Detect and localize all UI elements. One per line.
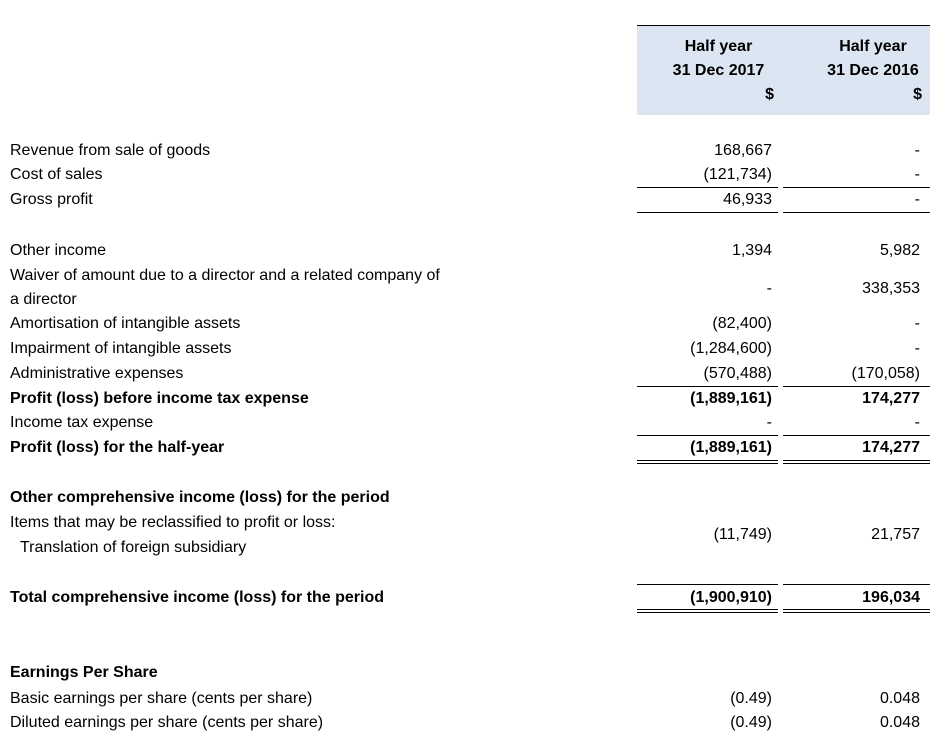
row-label-admin-expenses: Administrative expenses — [10, 365, 184, 382]
underline-admin-2017 — [637, 386, 778, 387]
column-header-2016-line2: 31 Dec 2016 — [827, 62, 919, 79]
section-heading-eps: Earnings Per Share — [10, 664, 158, 681]
row-value-diluted-eps-2016: 0.048 — [879, 714, 920, 731]
row-label-oci-items: Items that may be reclassified to profit or loss: — [10, 514, 336, 531]
row-label-cost-of-sales: Cost of sales — [10, 166, 103, 183]
double-underline-profit-bottom-2016 — [783, 463, 930, 464]
section-heading-oci: Other comprehensive income (loss) for the period — [10, 489, 390, 506]
row-value-revenue-2017: 168,667 — [714, 142, 772, 159]
row-value-translation-2017: (11,749) — [713, 526, 772, 543]
row-label-other-income: Other income — [10, 242, 107, 259]
row-value-other-income-2017: 1,394 — [731, 242, 772, 259]
double-underline-total-bottom-2016 — [783, 612, 930, 613]
underline-translation-2016 — [783, 584, 930, 585]
row-value-basic-eps-2016: 0.048 — [879, 690, 920, 707]
underline-cost-of-sales-2016 — [783, 187, 930, 188]
row-value-gross-profit-2017: 46,933 — [723, 191, 772, 208]
row-value-admin-expenses-2017: (570,488) — [703, 365, 772, 382]
row-value-total-comprehensive-2016: 196,034 — [862, 589, 920, 606]
row-label-income-tax: Income tax expense — [10, 414, 154, 431]
underline-income-tax-2016 — [783, 435, 930, 436]
row-value-impairment-2017: (1,284,600) — [690, 340, 772, 357]
row-label-revenue: Revenue from sale of goods — [10, 142, 211, 159]
row-label-waiver-line2: a director — [10, 291, 77, 308]
row-value-revenue-2016: - — [914, 142, 920, 159]
row-value-impairment-2016: - — [914, 340, 920, 357]
row-label-profit-half-year: Profit (loss) for the half-year — [10, 439, 225, 456]
column-header-2017-line2: 31 Dec 2017 — [672, 62, 765, 79]
row-label-amortisation: Amortisation of intangible assets — [10, 315, 241, 332]
double-underline-total-bottom-2017 — [637, 612, 778, 613]
row-value-admin-expenses-2016: (170,058) — [851, 365, 920, 382]
row-value-diluted-eps-2017: (0.49) — [730, 714, 772, 731]
row-value-basic-eps-2017: (0.49) — [730, 690, 772, 707]
row-label-diluted-eps: Diluted earnings per share (cents per share) — [10, 714, 324, 731]
column-header-2017-currency: $ — [765, 86, 774, 103]
underline-gross-profit-2016 — [783, 212, 930, 213]
row-value-cost-of-sales-2017: (121,734) — [703, 166, 772, 183]
row-value-income-tax-2016: - — [914, 414, 920, 431]
double-underline-profit-top-2017 — [637, 460, 778, 461]
row-value-waiver-2017: - — [766, 280, 772, 297]
row-label-translation: Translation of foreign subsidiary — [20, 539, 247, 556]
column-header-2016 — [818, 35, 928, 107]
row-label-impairment: Impairment of intangible assets — [10, 340, 232, 357]
row-value-other-income-2016: 5,982 — [879, 242, 920, 259]
column-header-2017 — [660, 35, 777, 107]
row-value-profit-half-year-2016: 174,277 — [862, 439, 920, 456]
row-value-profit-half-year-2017: (1,889,161) — [690, 439, 772, 456]
row-value-profit-before-tax-2017: (1,889,161) — [690, 390, 772, 407]
underline-admin-2016 — [783, 386, 930, 387]
underline-translation-2017 — [637, 584, 778, 585]
row-value-profit-before-tax-2016: 174,277 — [862, 390, 920, 407]
row-label-waiver-line1: Waiver of amount due to a director and a related company of — [10, 267, 440, 284]
double-underline-profit-bottom-2017 — [637, 463, 778, 464]
row-label-gross-profit: Gross profit — [10, 191, 93, 208]
row-value-amortisation-2017: (82,400) — [712, 315, 772, 332]
row-label-profit-before-tax: Profit (loss) before income tax expense — [10, 390, 309, 407]
column-header-2017-line1: Half year — [684, 38, 753, 55]
row-value-total-comprehensive-2017: (1,900,910) — [690, 589, 772, 606]
row-value-amortisation-2016: - — [914, 315, 920, 332]
row-label-total-comprehensive: Total comprehensive income (loss) for the period — [10, 589, 384, 606]
underline-income-tax-2017 — [637, 435, 778, 436]
double-underline-profit-top-2016 — [783, 460, 930, 461]
column-header-2016-currency: $ — [913, 86, 922, 103]
row-value-gross-profit-2016: - — [914, 191, 920, 208]
underline-gross-profit-2017 — [637, 212, 778, 213]
row-value-cost-of-sales-2016: - — [914, 166, 920, 183]
row-label-basic-eps: Basic earnings per share (cents per share) — [10, 690, 313, 707]
double-underline-total-top-2016 — [783, 609, 930, 610]
row-value-translation-2016: 21,757 — [871, 526, 920, 543]
double-underline-total-top-2017 — [637, 609, 778, 610]
underline-cost-of-sales-2017 — [637, 187, 778, 188]
column-header-2016-line1: Half year — [839, 38, 907, 55]
row-value-waiver-2016: 338,353 — [862, 280, 920, 297]
row-value-income-tax-2017: - — [766, 414, 772, 431]
